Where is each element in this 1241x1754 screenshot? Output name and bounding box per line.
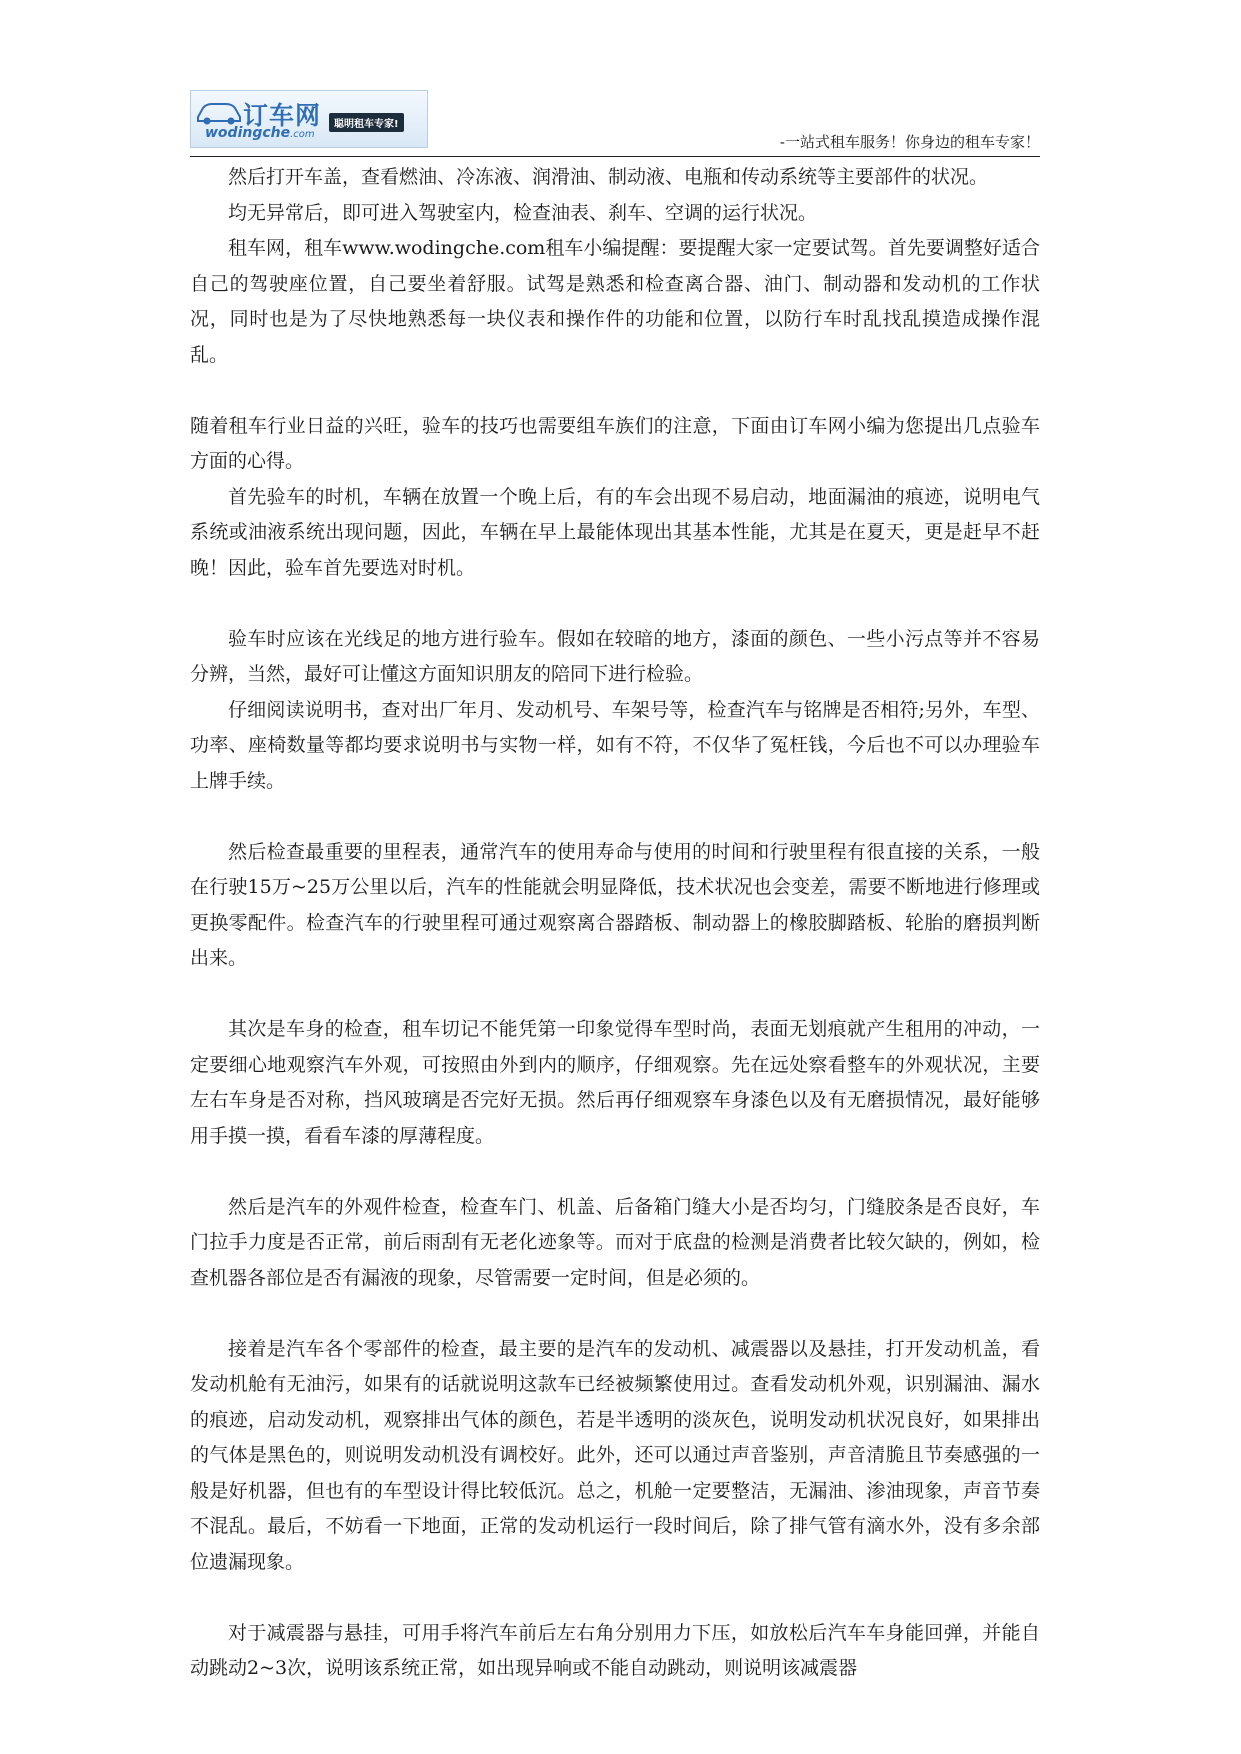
paragraph-timing: 首先验车的时机，车辆在放置一个晚上后，有的车会出现不易启动，地面漏油的痕迹，说明电气系统或油液系统出现问题，因此，车辆在早上最能体现出其基本性能，尤其是在夏天，更是赶早不赶晚！因此，验车首先要选对时机。 — [190, 485, 1040, 579]
car-logo-icon — [195, 96, 243, 126]
paragraph-suspension: 对于减震器与悬挂，可用手将汽车前后左右角分别用力下压，如放松后汽车车身能回弹，并能自动跳动2~3次，说明该系统正常，如出现异响或不能自动跳动，则说明该减震器 — [190, 1621, 1040, 1679]
paragraph-lighting: 验车时应该在光线足的地方进行验车。假如在较暗的地方，漆面的颜色、一些小污点等并不容易分辨，当然，最好可让懂这方面知识朋友的陪同下进行检验。 — [190, 627, 1040, 685]
logo-brand-text: 订车网 — [243, 101, 322, 130]
logo-domain-suffix: .com — [290, 129, 315, 140]
paragraph-engine: 接着是汽车各个零部件的检查，最主要的是汽车的发动机、减震器以及悬挂，打开发动机盖，看发动机舱有无油污，如果有的话就说明这款车已经被频繁使用过。查看发动机外观，识别漏油、漏水的痕迹，启动发动机，观察排出气体的颜色，若是半透明的淡灰色，说明发动机状况良好，如果排出的气体是黑色的，则说明发动机没有调校好。此外，还可以通过声音鉴别，声音清脆且节奏感强的一般是好机器，但也有的车型设计得比较低沉。总之，机舱一定要整洁，无漏油、渗油现象，声音节奏不混乱。最后，不妨看一下地面，正常的发动机运行一段时间后，除了排气管有滴水外，没有多余部位遗漏现象。 — [190, 1337, 1040, 1573]
document-body — [190, 160, 1040, 1687]
paragraph-odometer: 然后检查最重要的里程表，通常汽车的使用寿命与使用的时间和行驶里程有很直接的关系，一般在行驶15万~25万公里以后，汽车的性能就会明显降低，技术状况也会变差，需要不断地进行修理或更换零配件。检查汽车的行驶里程可通过观察离合器踏板、制动器上的橡胶脚踏板、轮胎的磨损判断出来。 — [190, 840, 1040, 969]
paragraph-body-check: 其次是车身的检查，租车切记不能凭第一印象觉得车型时尚，表面无划痕就产生租用的冲动，一定要细心地观察汽车外观，可按照由外到内的顺序，仔细观察。先在远处察看整车的外观状况，主要左右车身是否对称，挡风玻璃是否完好无损。然后再仔细观察车身漆色以及有无磨损情况，最好能够用手摸一摸，看看车漆的厚薄程度。 — [190, 1018, 1040, 1147]
paragraph-manual: 仔细阅读说明书，查对出厂年月、发动机号、车架号等，检查汽车与铭牌是否相符;另外，车型、功率、座椅数量等都均要求说明书与实物一样，如有不符，不仅华了冤枉钱，今后也不可以办理验车上牌手续。 — [190, 698, 1040, 792]
logo-slogan-badge: 聪明租车专家! — [329, 113, 404, 132]
paragraph-intro: 随着租车行业日益的兴旺，验车的技巧也需要组车族们的注意，下面由订车网小编为您提出几点验车方面的心得。 — [190, 414, 1040, 472]
paragraph-test-drive: 租车网，租车www.wodingche.com租车小编提醒：要提醒大家一定要试驾。首先要调整好适合自己的驾驶座位置，自己要坐着舒服。试驾是熟悉和检查离合器、油门、制动器和发动机的工作状况，同时也是为了尽快地熟悉每一块仪表和操作件的功能和位置，以防行车时乱找乱摸造成操作混乱。 — [190, 237, 1040, 366]
logo-domain-text — [205, 125, 315, 141]
page-header — [190, 90, 1040, 157]
wodingche-logo — [190, 90, 428, 148]
paragraph-exterior-parts: 然后是汽车的外观件检查，检查车门、机盖、后备箱门缝大小是否均匀，门缝胶条是否良好，车门拉手力度是否正常，前后雨刮有无老化迹象等。而对于底盘的检测是消费者比较欠缺的，例如，检查机器各部位是否有漏液的现象，尽管需要一定时间，但是必须的。 — [190, 1195, 1040, 1289]
header-tagline: -一站式租车服务！你身边的租车专家！ — [779, 133, 1040, 151]
paragraph-inspect-hood: 然后打开车盖，查看燃油、冷冻液、润滑油、制动液、电瓶和传动系统等主要部件的状况。 — [228, 166, 989, 188]
paragraph-check-cabin: 均无异常后，即可进入驾驶室内，检查油表、刹车、空调的运行状况。 — [228, 201, 818, 224]
logo-domain-name: wodingche — [205, 125, 291, 141]
